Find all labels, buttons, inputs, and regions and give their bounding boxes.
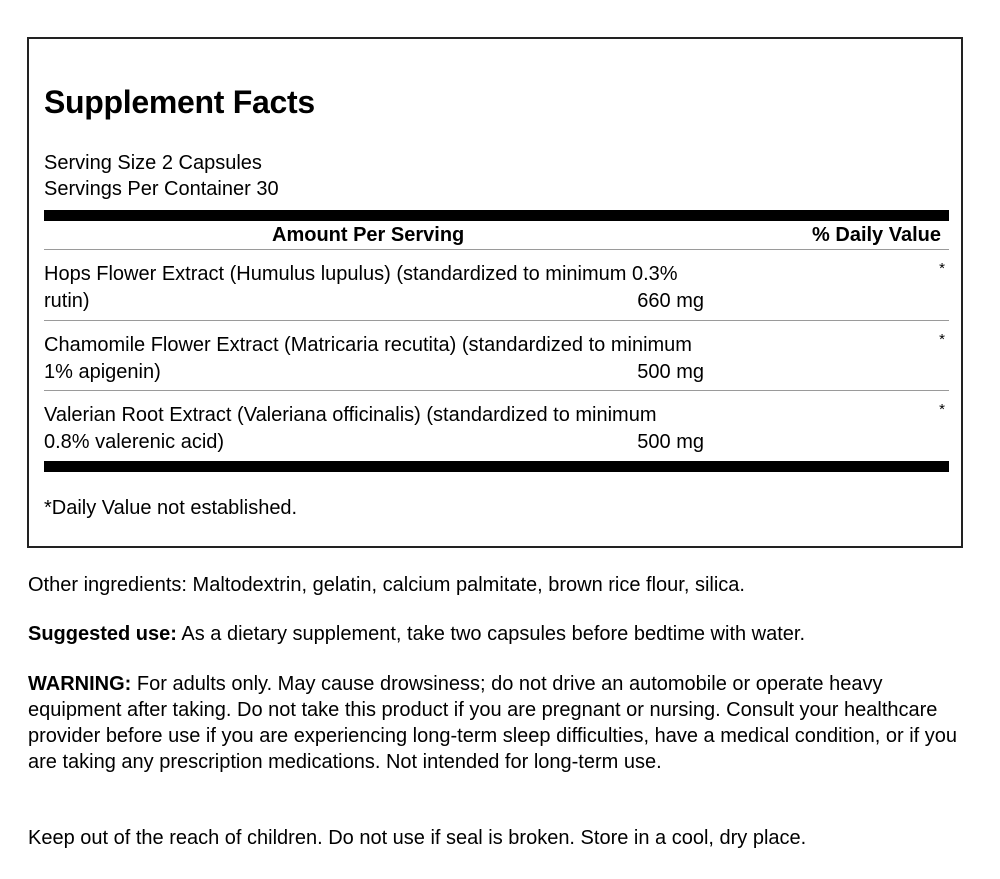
servings-per-container: Servings Per Container 30: [44, 178, 279, 200]
ingredient-daily-value: *: [939, 331, 945, 348]
ingredient-name: Hops Flower Extract (Humulus lupulus) (standardized to minimum 0.3% rutin): [44, 263, 678, 312]
facts-title: Supplement Facts: [44, 84, 315, 120]
suggested-use: [28, 621, 973, 647]
warning-label: WARNING:: [28, 673, 132, 695]
ingredient-amount: 660 mg: [637, 290, 704, 312]
supplement-facts-panel: [27, 37, 963, 548]
ingredient-daily-value: *: [939, 401, 945, 418]
ingredient-row: [44, 391, 949, 461]
ingredient-row: [44, 250, 949, 320]
header-amount-per-serving: Amount Per Serving: [272, 224, 465, 246]
serving-size: Serving Size 2 Capsules: [44, 152, 262, 174]
other-ingredients: Other ingredients: Maltodextrin, gelatin, calcium palmitate, brown rice flour, silica.: [28, 574, 745, 596]
thick-divider-top: [44, 210, 949, 221]
warning: [28, 671, 973, 775]
ingredient-row: [44, 321, 949, 391]
ingredient-name: Chamomile Flower Extract (Matricaria recutita) (standardized to minimum 1% apigenin): [44, 334, 692, 383]
warning-text: For adults only. May cause drowsiness; do not drive an automobile or operate heavy equipment after taking. Do not take this product if you are pregnant or nursing. Consult your healthcare provider before use if you are experiencing long-term sleep difficulties, have a medical condition, or if you are taking any prescription medications. Not intended for long-term use.: [28, 673, 958, 773]
ingredient-amount: 500 mg: [637, 361, 704, 383]
header-daily-value: % Daily Value: [812, 224, 941, 246]
ingredient-amount: 500 mg: [637, 431, 704, 453]
ingredient-name: Valerian Root Extract (Valeriana officinalis) (standardized to minimum 0.8% valerenic acid): [44, 404, 657, 453]
thick-divider-bottom: [44, 461, 949, 472]
suggested-use-text: As a dietary supplement, take two capsules before bedtime with water.: [176, 623, 806, 645]
storage-instructions: Keep out of the reach of children. Do not use if seal is broken. Store in a cool, dry place.: [28, 827, 807, 849]
suggested-use-label: Suggested use:: [28, 623, 177, 645]
ingredient-daily-value: *: [939, 260, 945, 277]
daily-value-footnote: *Daily Value not established.: [44, 497, 298, 519]
